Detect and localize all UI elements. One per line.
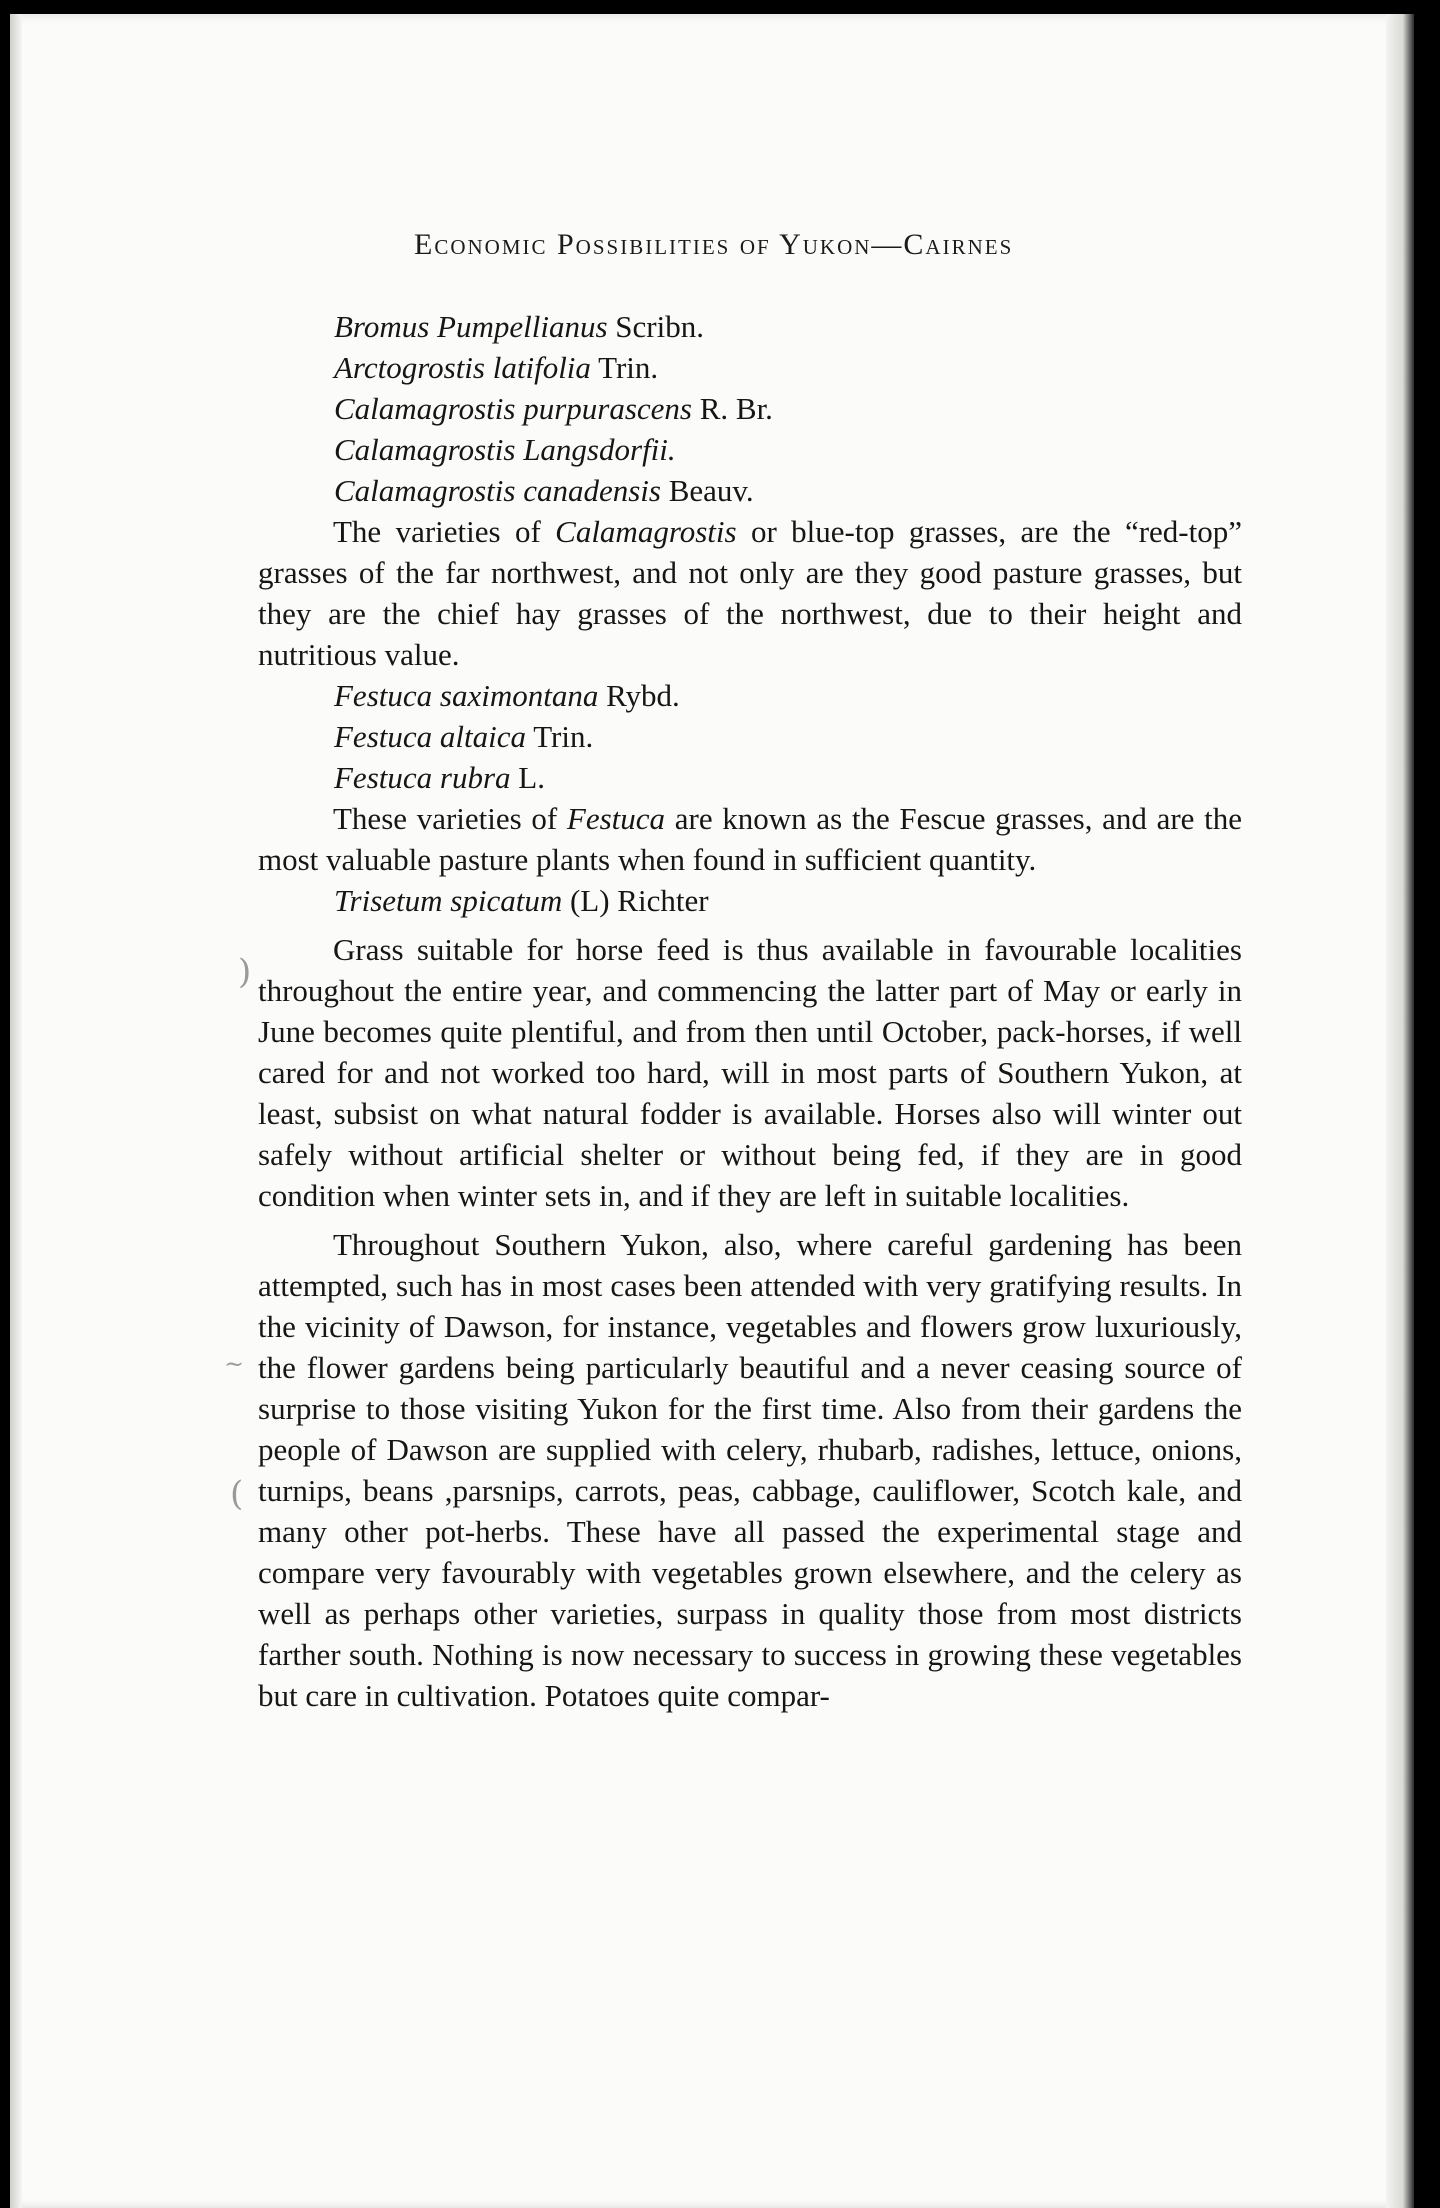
- page-left-edge: [10, 14, 22, 2208]
- spacer: [258, 1216, 1242, 1224]
- species-line: [258, 347, 1242, 388]
- species-author: Rybd.: [606, 678, 680, 713]
- species-author: R. Br.: [699, 391, 773, 426]
- species-author: (L) Richter: [569, 883, 709, 918]
- body-paragraph: These varieties of Festuca are known as the Fescue grasses, and are the most valuable pasture plants when found in sufficient quantity.: [258, 801, 1242, 877]
- species-name: Calamagrostis canadensis: [334, 473, 661, 508]
- species-name: Festuca altaica: [334, 719, 526, 754]
- genus-emphasis: Festuca: [566, 801, 666, 836]
- species-author: Trin.: [533, 719, 594, 754]
- body-paragraph: Throughout Southern Yukon, also, where careful gardening has been attempted, such has in most cases been attended with very gratifying results. In the vicinity of Dawson, for instance, vegetables and flowers grow luxuriously, the flower gardens being particularly beautiful and a never ceasing source of surprise to those visiting Yukon for the first time. Also from their gardens the people of Dawson are supplied with celery, rhubarb, radishes, lettuce, onions, turnips, beans ,parsnips, carrots, peas, cabbage, cauliflower, Scotch kale, and many other pot-herbs. These have all passed the experimental stage and compare very favourably with vegetables grown elsewhere, and the celery as well as perhaps other varieties, surpass in quality those from most districts farther south. Nothing is now necessary to success in growing these vegetables but care in cultivation. Potatoes quite compar-: [258, 1227, 1242, 1713]
- species-line: [258, 880, 1242, 921]
- species-line: [258, 388, 1242, 429]
- species-line: [258, 675, 1242, 716]
- species-name: Calamagrostis Langsdorfii.: [334, 432, 676, 467]
- pencil-bracket-mark: (: [230, 1474, 244, 1514]
- page-binding-edge: [1386, 14, 1414, 2208]
- species-name: Trisetum spicatum: [334, 883, 563, 918]
- book-page: [10, 14, 1414, 2208]
- page-body: [258, 306, 1242, 1716]
- species-name: Calamagrostis purpurascens: [334, 391, 692, 426]
- species-line: [258, 306, 1242, 347]
- pencil-tick-mark: ~: [224, 1350, 245, 1378]
- species-line: [258, 429, 1242, 470]
- species-author: L.: [518, 760, 545, 795]
- body-paragraph: Grass suitable for horse feed is thus available in favourable localities throughout the entire year, and commencing the latter part of May or early in June becomes quite plentiful, and from then until October, pack-horses, if well cared for and not worked too hard, will in most parts of Southern Yukon, at least, subsist on what natural fodder is available. Horses also will winter out safely without artificial shelter or without being fed, if they are in good condition when winter sets in, and if they are left in suitable localities.: [258, 932, 1242, 1213]
- running-header: Economic Possibilities of Yukon—Cairnes: [414, 228, 1014, 261]
- body-paragraph: The varieties of Calamagrostis or blue-top grasses, are the “red-top” grasses of the far northwest, and not only are they good pasture grasses, but they are the chief hay grasses of the northwest, due to their height and nutritious value.: [258, 514, 1242, 672]
- species-line: [258, 716, 1242, 757]
- pencil-bracket-mark: ): [238, 952, 252, 992]
- species-author: Trin.: [598, 350, 659, 385]
- species-name: Arctogrostis latifolia: [334, 350, 591, 385]
- species-line: [258, 470, 1242, 511]
- species-line: [258, 757, 1242, 798]
- species-name: Bromus Pumpellianus: [334, 309, 608, 344]
- species-author: Beauv.: [668, 473, 754, 508]
- species-name: Festuca rubra: [334, 760, 511, 795]
- species-author: Scribn.: [615, 309, 704, 344]
- species-name: Festuca saximontana: [334, 678, 599, 713]
- spacer: [258, 921, 1242, 929]
- genus-emphasis: Calamagrostis: [555, 514, 737, 549]
